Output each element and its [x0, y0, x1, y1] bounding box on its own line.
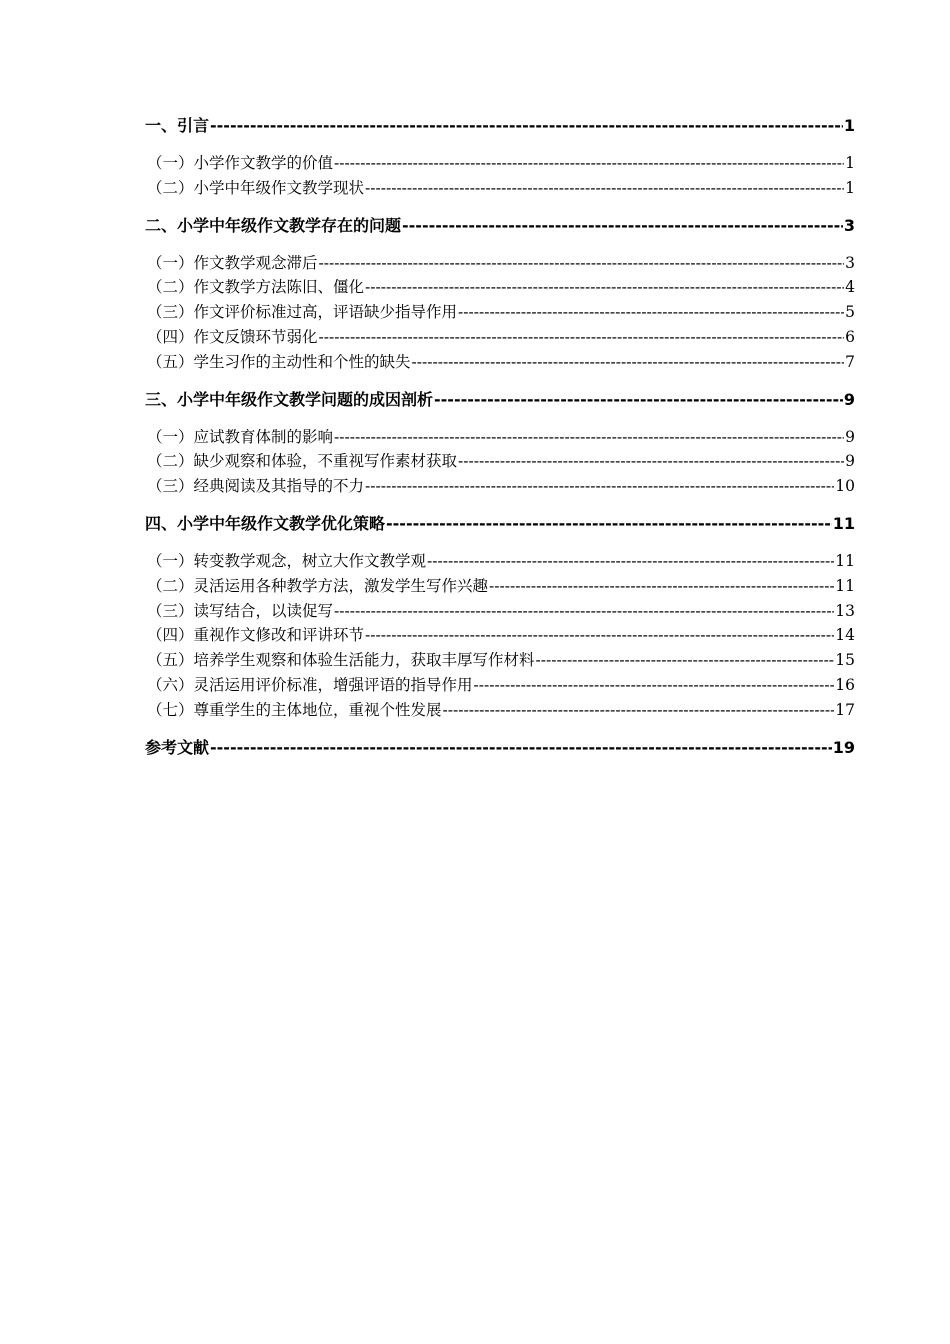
toc-section-title: 二、小学中年级作文教学存在的问题	[145, 215, 402, 235]
toc-item-title: （二）小学中年级作文教学现状	[147, 178, 365, 197]
toc-leader	[365, 474, 834, 499]
toc-leader	[365, 623, 834, 648]
toc-page-number: 11	[835, 576, 855, 595]
toc-section[interactable]	[145, 214, 855, 238]
toc-item-title: （二）灵活运用各种教学方法，激发学生写作兴趣	[147, 576, 489, 595]
toc-section-title: 三、小学中年级作文教学问题的成因剖析	[145, 389, 434, 409]
toc-leader	[536, 648, 835, 673]
toc-page-number: 19	[832, 737, 855, 757]
toc-item-title: （六）灵活运用评价标准，增强评语的指导作用	[147, 675, 473, 694]
toc-item-title: （三）经典阅读及其指导的不力	[147, 477, 365, 496]
toc-page-number: 4	[845, 278, 855, 297]
toc-leader	[334, 425, 844, 450]
toc-leader	[334, 599, 834, 624]
toc-item-title: （一）转变教学观念，树立大作文教学观	[147, 551, 427, 570]
toc-item-title: （五）培养学生观察和体验生活能力，获取丰厚写作材料	[147, 651, 535, 670]
toc-leader	[458, 300, 844, 325]
toc-item[interactable]	[145, 275, 855, 300]
toc-leader	[365, 275, 844, 300]
toc-item[interactable]	[145, 599, 855, 624]
toc-item[interactable]	[145, 474, 855, 499]
toc-item[interactable]	[145, 251, 855, 276]
table-of-contents	[145, 114, 855, 773]
toc-page-number: 3	[843, 215, 855, 235]
toc-leader	[319, 325, 845, 350]
toc-page-number: 7	[845, 352, 855, 371]
toc-item[interactable]	[145, 176, 855, 201]
toc-leader	[412, 350, 845, 375]
toc-item[interactable]	[145, 648, 855, 673]
toc-item-title: （四）作文反馈环节弱化	[147, 327, 318, 346]
toc-item[interactable]	[145, 574, 855, 599]
toc-page-number: 1	[843, 116, 855, 135]
toc-page-number: 15	[835, 651, 855, 670]
toc-leader	[334, 151, 844, 176]
toc-item[interactable]	[145, 300, 855, 325]
toc-leader	[474, 673, 835, 698]
toc-item[interactable]	[145, 673, 855, 698]
toc-page-number: 9	[843, 389, 855, 409]
toc-item[interactable]	[145, 449, 855, 474]
toc-leader	[402, 214, 843, 238]
toc-leader	[386, 512, 832, 536]
toc-page-number: 9	[845, 427, 855, 446]
toc-page-number: 10	[835, 477, 855, 496]
toc-page-number: 11	[835, 551, 855, 570]
toc-page-number: 6	[845, 327, 855, 346]
toc-leader	[427, 549, 834, 574]
toc-leader	[434, 388, 843, 412]
toc-item[interactable]	[145, 425, 855, 450]
toc-page-number: 11	[832, 513, 855, 533]
toc-item-title: （一）作文教学观念滞后	[147, 253, 318, 272]
toc-item-title: （四）重视作文修改和评讲环节	[147, 626, 365, 645]
toc-item[interactable]	[145, 623, 855, 648]
toc-item[interactable]	[145, 325, 855, 350]
toc-page-number: 16	[835, 675, 855, 694]
toc-section-title: 参考文献	[145, 737, 210, 757]
toc-page-number: 1	[845, 154, 855, 172]
toc-item-title: （五）学生习作的主动性和个性的缺失	[147, 352, 411, 371]
toc-item[interactable]	[145, 698, 855, 723]
toc-leader	[365, 176, 844, 201]
toc-leader	[210, 114, 843, 138]
toc-section[interactable]	[145, 114, 855, 138]
toc-page-number: 14	[835, 626, 855, 645]
toc-item[interactable]	[145, 151, 855, 176]
toc-leader	[210, 736, 832, 760]
toc-section[interactable]	[145, 736, 855, 760]
toc-item-title: （七）尊重学生的主体地位，重视个性发展	[147, 700, 442, 719]
toc-item-title: （二）缺少观察和体验，不重视写作素材获取	[147, 452, 458, 471]
toc-section-title: 一、引言	[145, 116, 210, 135]
toc-item-title: （三）读写结合，以读促写	[147, 601, 334, 620]
toc-page-number: 9	[845, 452, 855, 471]
toc-item-title: （一）应试教育体制的影响	[147, 427, 334, 446]
toc-leader	[319, 251, 845, 276]
toc-page-number: 3	[845, 253, 855, 272]
toc-page-number: 17	[835, 700, 855, 719]
toc-leader	[458, 449, 844, 474]
toc-item[interactable]	[145, 350, 855, 375]
toc-leader	[489, 574, 834, 599]
toc-item-title: （二）作文教学方法陈旧、僵化	[147, 278, 365, 297]
toc-section[interactable]	[145, 388, 855, 412]
toc-item-title: （一）小学作文教学的价值	[147, 154, 334, 172]
toc-page-number: 5	[845, 303, 855, 322]
toc-page-number: 13	[835, 601, 855, 620]
toc-section[interactable]	[145, 512, 855, 536]
toc-item[interactable]	[145, 549, 855, 574]
toc-section-title: 四、小学中年级作文教学优化策略	[145, 513, 386, 533]
toc-page-number: 1	[845, 178, 855, 197]
toc-item-title: （三）作文评价标准过高，评语缺少指导作用	[147, 303, 458, 322]
toc-leader	[443, 698, 835, 723]
